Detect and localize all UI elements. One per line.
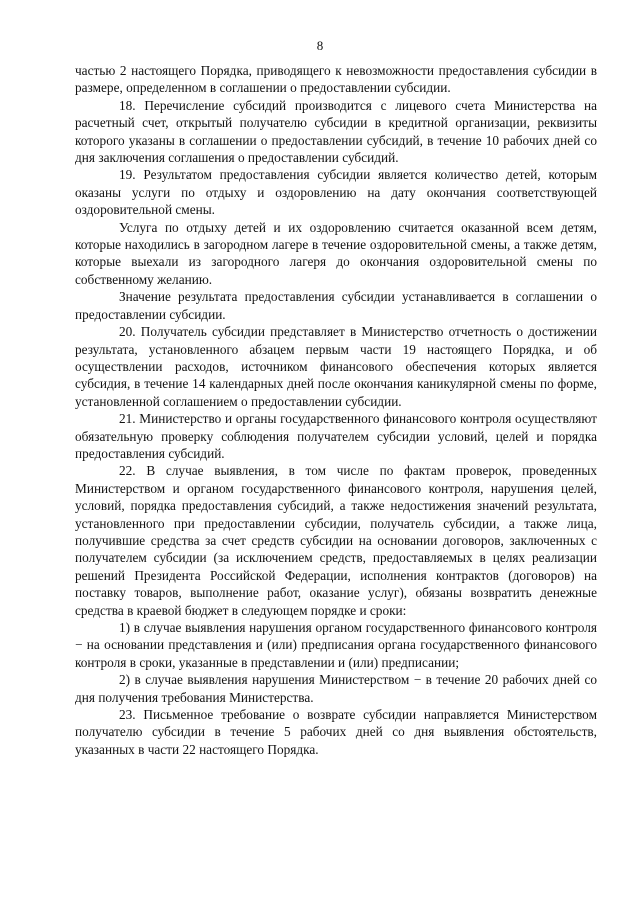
paragraph-22-item-2: 2) в случае выявления нарушения Министерством − в течение 20 рабочих дней со дня получения требования Министерства.: [75, 672, 597, 705]
paragraph-continuation: частью 2 настоящего Порядка, приводящего к невозможности предоставления субсидии в размере, определенном в соглашении о предоставлении субсидии.: [75, 63, 597, 96]
paragraph-21: 21. Министерство и органы государственного финансового контроля осуществляют обязательную проверку соблюдения получателем субсидии условий, целей и порядка предоставления субсидий.: [75, 411, 597, 461]
paragraph-19: 19. Результатом предоставления субсидии является количество детей, которым оказаны услуги по отдыху и оздоровлению на дату окончания соответствующей оздоровительной смены.: [75, 167, 597, 218]
paragraph-22: 22. В случае выявления, в том числе по фактам проверок, проведенных Министерством и органом государственного финансового контроля, нарушения целей, условий, порядка предоставления субсидий, а также недостижения значений результата, установленного при предоставлении субсидии, получатель субсидии, а также лица, получившие средства за счет средств субсидии на основании договоров, заключенных с получателем субсидии (за исключением средств, предоставляемых в целях реализации решений Президента Российской Федерации, исполнения контрактов (договоров) на поставку товаров, выполнение работ, оказание услуг), обязаны возвратить денежные средства в краевой бюджет в следующем порядке и сроки:: [75, 463, 597, 618]
document-body: [75, 62, 597, 758]
paragraph-23: 23. Письменное требование о возврате субсидии направляется Министерством получателю субсидии в течение 5 рабочих дней со дня выявления обстоятельств, указанных в части 22 настоящего Порядка.: [75, 707, 597, 757]
paragraph-19-value: Значение результата предоставления субсидии устанавливается в соглашении о предоставлении субсидии.: [75, 289, 597, 322]
paragraph-22-item-1: 1) в случае выявления нарушения органом государственного финансового контроля − на основании представления и (или) предписания органа государственного финансового контроля в сроки, указанные в представлении и (или) предписании;: [75, 620, 597, 670]
paragraph-19-service: Услуга по отдыху детей и их оздоровлению считается оказанной всем детям, которые находились в загородном лагере в течение оздоровительной смены, а также детям, которые выехали из загородного лагеря до окончания оздоровительной смены по собственному желанию.: [75, 219, 597, 287]
page-number: 8: [316, 38, 324, 53]
paragraph-20: 20. Получатель субсидии представляет в Министерство отчетность о достижении результата, установленного абзацем первым части 19 настоящего Порядка, и об осуществлении расходов, источником финансового обеспечения которых является субсидия, в течение 14 календарных дней после окончания каникулярной смены по форме, установленной соглашением о предоставлении субсидии.: [75, 324, 597, 409]
paragraph-18: 18. Перечисление субсидий производится с лицевого счета Министерства на расчетный счет, открытый получателю субсидии в кредитной организации, реквизиты которого указаны в соглашении о предоставлении субсидий, в течение 10 рабочих дней со дня заключения соглашения о предоставлении субсидий.: [75, 97, 597, 166]
